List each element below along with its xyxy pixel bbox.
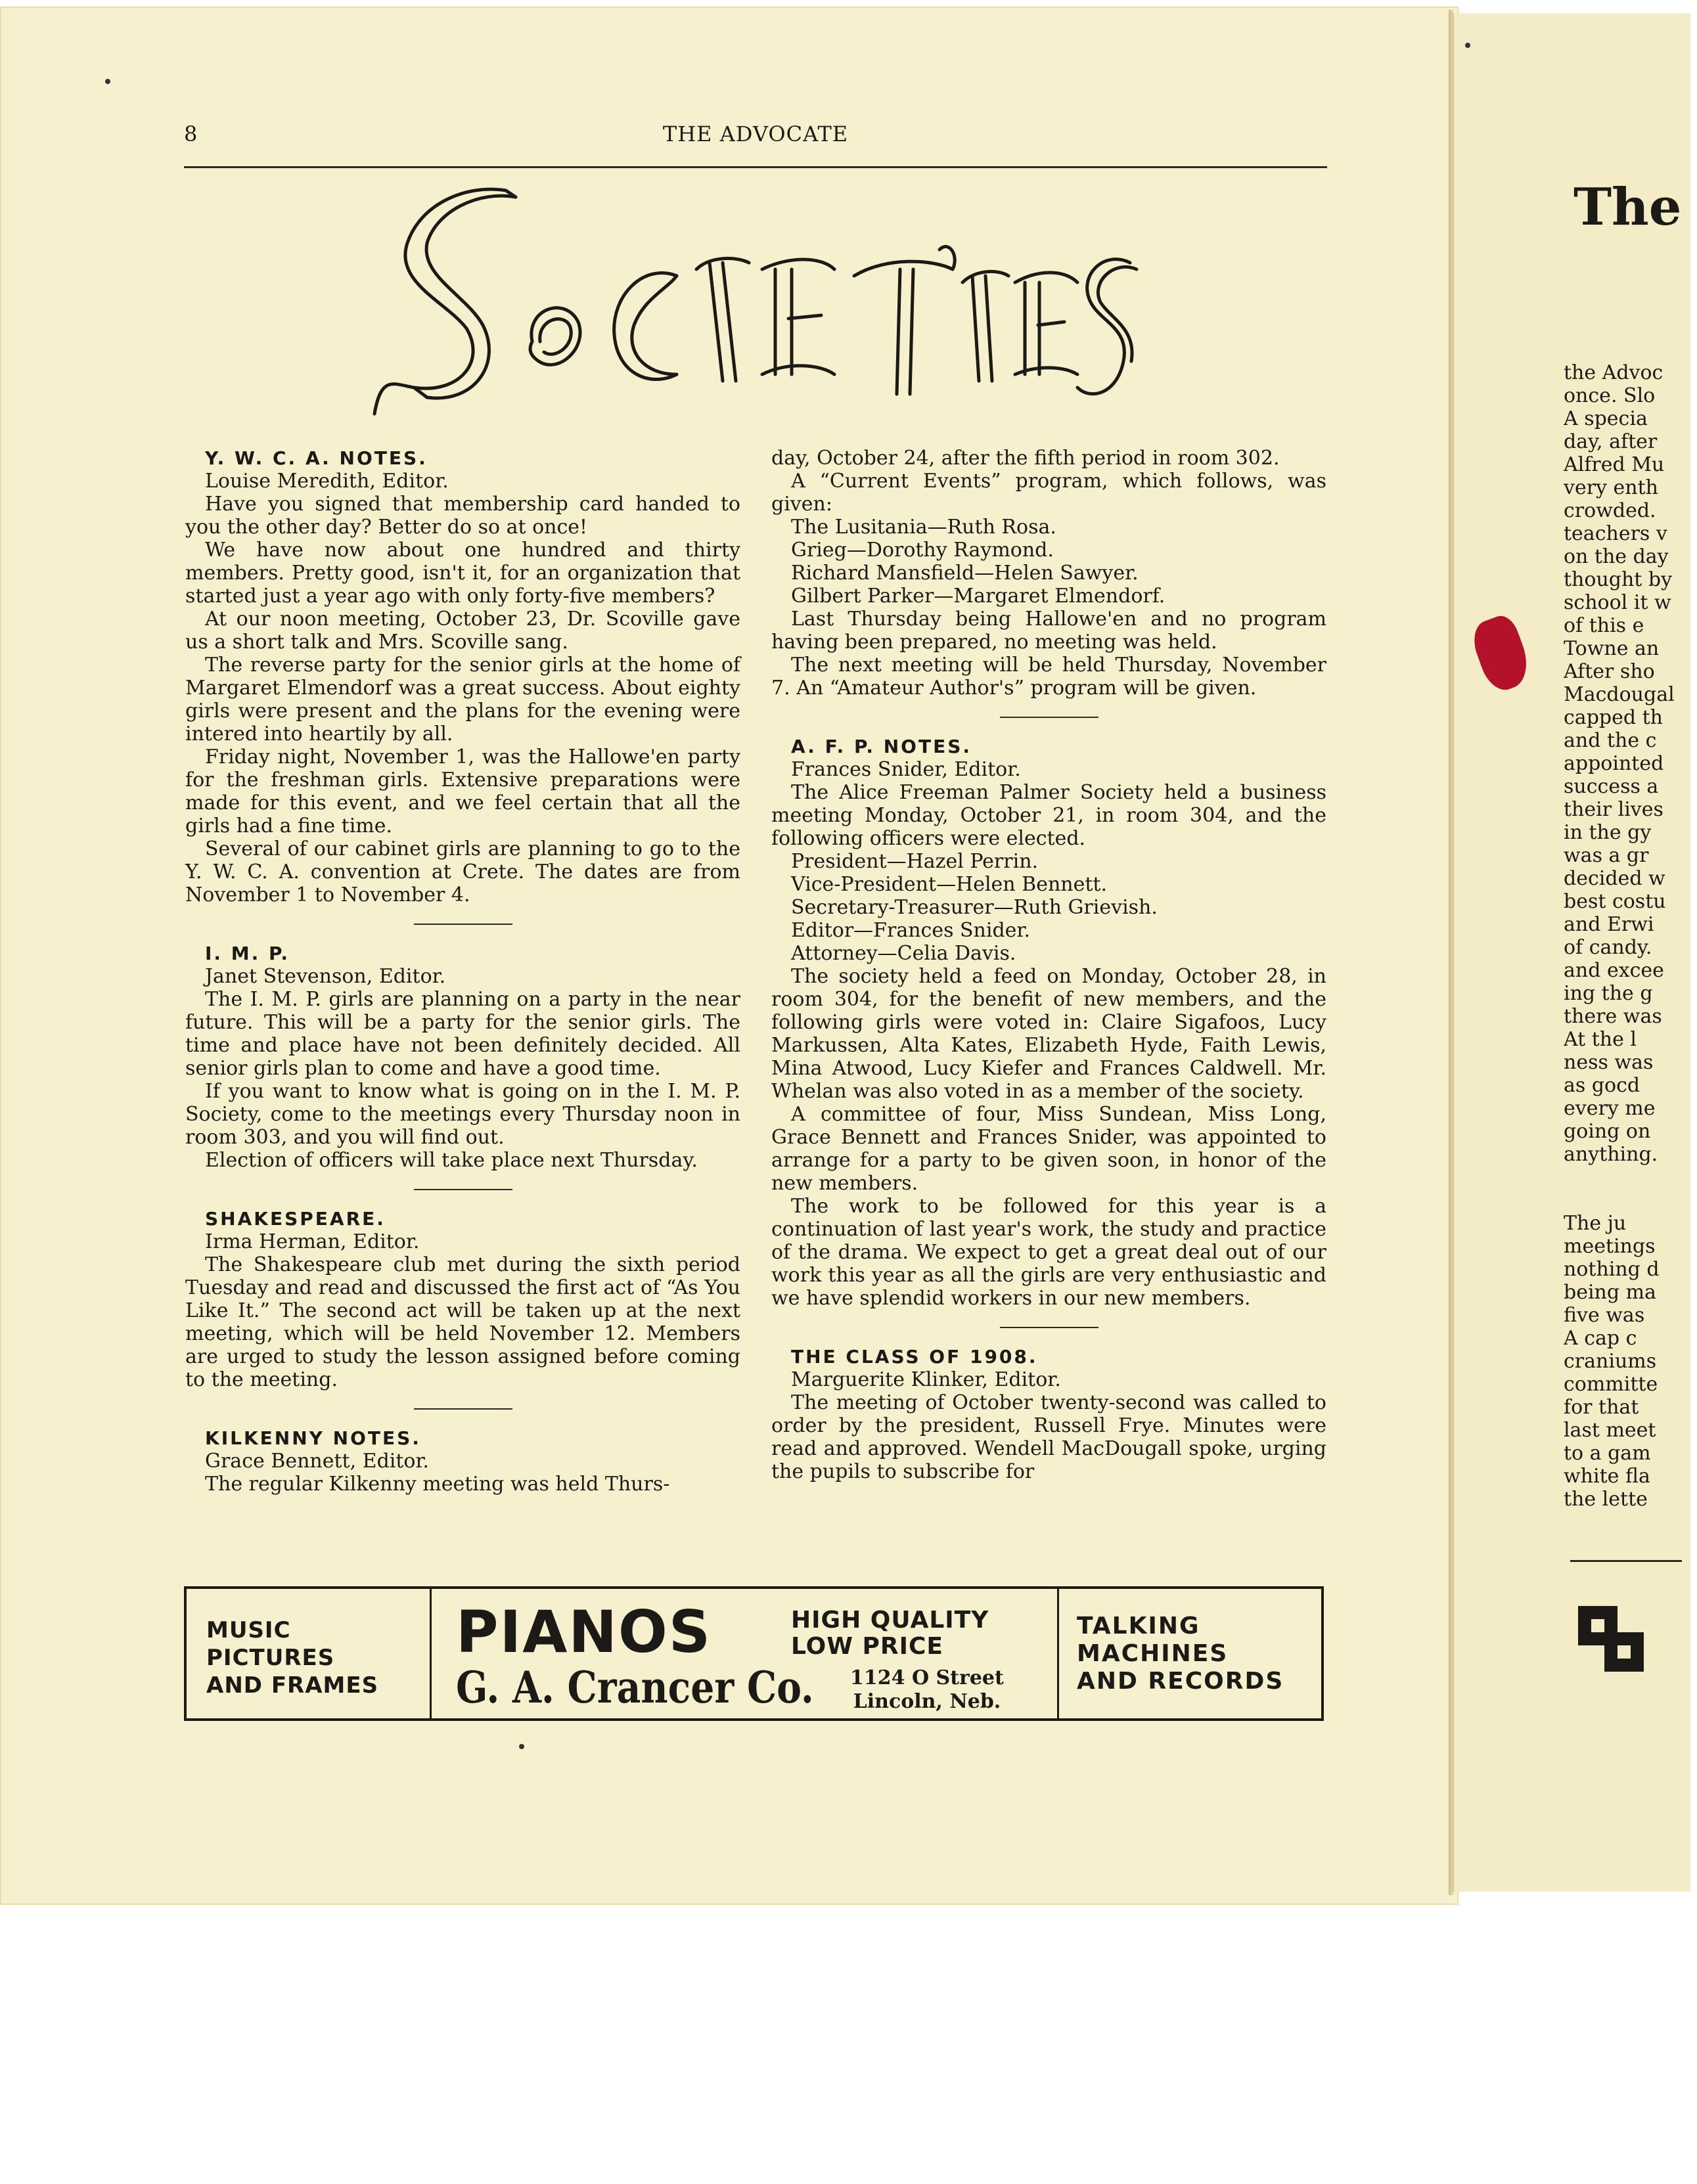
- next-page-line: anything.: [1564, 1143, 1658, 1166]
- ad-address: 1124 O Street Lincoln, Neb.: [850, 1666, 1004, 1713]
- imp-paragraph: Election of officers will take place next Thursday.: [205, 1149, 698, 1172]
- societies-title-art: [368, 177, 1143, 427]
- next-page-line: A specia: [1564, 407, 1648, 430]
- next-page-title: The: [1573, 177, 1682, 237]
- ywca-paragraph: Have you signed that membership card handed to you the other day? Better do so at once!: [185, 493, 740, 539]
- kilkenny-paragraph: Last Thursday being Hallowe'en and no program having been prepared, no meeting was held.: [771, 608, 1326, 654]
- kilkenny-paragraph: The regular Kilkenny meeting was held Thurs-: [205, 1473, 670, 1496]
- kilkenny-continued: day, October 24, after the fifth period in room 302.: [771, 447, 1280, 470]
- section-divider: [414, 924, 512, 925]
- next-page-line: their lives: [1564, 798, 1663, 821]
- left-column: [185, 447, 740, 1496]
- shakespeare-editor: Irma Herman, Editor.: [205, 1230, 420, 1253]
- running-title: THE ADVOCATE: [662, 122, 849, 146]
- next-page-line: At the l: [1564, 1028, 1637, 1051]
- next-page-line: and the c: [1564, 729, 1657, 752]
- shakespeare-heading: SHAKESPEARE.: [205, 1208, 386, 1230]
- next-page-text: [1564, 361, 1682, 1511]
- class1908-editor: Marguerite Klinker, Editor.: [791, 1368, 1061, 1391]
- speck: [1465, 43, 1470, 48]
- next-page-line: [1564, 1166, 1682, 1189]
- next-page-line: crowded.: [1564, 499, 1656, 522]
- speck: [519, 1744, 524, 1749]
- next-page-line: the Advoc: [1564, 361, 1663, 384]
- next-page-line: the lette: [1564, 1488, 1648, 1511]
- officer-item: Attorney—Celia Davis.: [791, 942, 1016, 965]
- next-page-line: last meet: [1564, 1419, 1656, 1442]
- ywca-paragraph: Several of our cabinet girls are planning to go to the Y. W. C. A. convention at Crete. The dates are from November 1 to November 4.: [185, 837, 740, 906]
- ywca-heading: Y. W. C. A. NOTES.: [205, 447, 428, 469]
- program-item: The Lusitania—Ruth Rosa.: [791, 516, 1056, 539]
- ywca-paragraph: At our noon meeting, October 23, Dr. Scoville gave us a short talk and Mrs. Scoville sang.: [185, 608, 740, 654]
- officer-item: Vice-President—Helen Bennett.: [791, 873, 1107, 896]
- next-page-line: appointed: [1564, 752, 1664, 775]
- header-rule: [184, 166, 1327, 168]
- officer-item: Secretary-Treasurer—Ruth Grievish.: [791, 896, 1158, 919]
- section-divider: [1000, 717, 1098, 718]
- next-page-line: ness was: [1564, 1051, 1654, 1074]
- speck: [105, 79, 110, 84]
- next-page-line: The ju: [1564, 1212, 1627, 1235]
- next-page-line: going on: [1564, 1120, 1651, 1143]
- next-page-line: being ma: [1564, 1281, 1656, 1304]
- next-page-line: white fla: [1564, 1465, 1650, 1488]
- next-page-line: five was: [1564, 1304, 1645, 1327]
- next-page-line: there was: [1564, 1005, 1662, 1028]
- next-page-line: capped th: [1564, 706, 1663, 729]
- class1908-heading: THE CLASS OF 1908.: [791, 1346, 1038, 1368]
- page-number: 8: [184, 122, 198, 146]
- next-page-line: A cap c: [1564, 1327, 1637, 1350]
- ywca-paragraph: We have now about one hundred and thirty members. Pretty good, isn't it, for an organization that started just a year ago with only forty-five members?: [185, 539, 740, 608]
- next-page-line: thought by: [1564, 568, 1673, 591]
- next-page-line: best costu: [1564, 890, 1666, 913]
- next-page-line: day, after: [1564, 430, 1658, 453]
- next-page-line: school it w: [1564, 591, 1671, 614]
- page-header: [184, 122, 1327, 148]
- next-page-line: decided w: [1564, 867, 1665, 890]
- imp-paragraph: If you want to know what is going on in the I. M. P. Society, come to the meetings every Thursday noon in room 303, and you will find out.: [185, 1080, 740, 1149]
- next-page-line: After sho: [1564, 660, 1655, 683]
- officer-item: President—Hazel Perrin.: [791, 850, 1039, 873]
- next-page-line: Alfred Mu: [1564, 453, 1665, 476]
- afp-heading: A. F. P. NOTES.: [791, 736, 972, 757]
- next-page-line: ing the g: [1564, 982, 1653, 1005]
- program-item: Grieg—Dorothy Raymond.: [791, 539, 1054, 562]
- next-page-line: in the gy: [1564, 821, 1652, 844]
- ad-pianos: PIANOS: [456, 1598, 712, 1666]
- right-column: [771, 447, 1326, 1483]
- ywca-paragraph: Friday night, November 1, was the Hallowe'en party for the freshman girls. Extensive preparations were made for this event, and we feel certain that all the girls had a fine time.: [185, 746, 740, 837]
- next-page-line: craniums: [1564, 1350, 1657, 1373]
- section-divider: [414, 1189, 512, 1190]
- next-page-rule: [1570, 1560, 1682, 1562]
- afp-editor: Frances Snider, Editor.: [791, 758, 1021, 781]
- next-page-line: on the day: [1564, 545, 1669, 568]
- section-divider: [414, 1408, 512, 1410]
- ywca-editor: Louise Meredith, Editor.: [205, 470, 449, 493]
- next-page-line: and excee: [1564, 959, 1664, 982]
- next-page-line: success a: [1564, 775, 1659, 798]
- next-page-line: of candy.: [1564, 936, 1652, 959]
- next-page-line: [1564, 1189, 1682, 1212]
- shakespeare-paragraph: The Shakespeare club met during the sixth period Tuesday and read and discussed the first act of “As You Like It.” The second act will be taken up at the next meeting, which will be held November 12. Members are urged to study the lesson assigned before coming to the meeting.: [185, 1253, 740, 1391]
- program-item: Richard Mansfield—Helen Sawyer.: [791, 562, 1139, 585]
- emblem-icon: [1572, 1599, 1650, 1678]
- next-page-line: Macdougal: [1564, 683, 1675, 706]
- next-page-line: was a gr: [1564, 844, 1649, 867]
- afp-paragraph: A committee of four, Miss Sundean, Miss Long, Grace Bennett and Frances Snider, was appointed to arrange for a party to be given soon, in honor of the new members.: [771, 1103, 1326, 1195]
- next-page-line: to a gam: [1564, 1442, 1651, 1465]
- societies-lettering: [368, 177, 1143, 427]
- section-divider: [1000, 1327, 1098, 1328]
- next-page-line: for that: [1564, 1396, 1639, 1419]
- next-page-line: Towne an: [1564, 637, 1660, 660]
- next-page-line: and Erwi: [1564, 913, 1654, 936]
- next-page-line: as gocd: [1564, 1074, 1640, 1097]
- class1908-paragraph: The meeting of October twenty-second was called to order by the president, Russell Frye. Minutes were read and approved. Wendell MacDougall spoke, urging the pupils to subscribe for: [771, 1391, 1326, 1483]
- ywca-paragraph: The reverse party for the senior girls at the home of Margaret Elmendorf was a great success. About eighty girls were present and the plans for the evening were intered into heartily by all.: [185, 654, 740, 746]
- next-page-line: meetings: [1564, 1235, 1656, 1258]
- next-page-line: nothing d: [1564, 1258, 1660, 1281]
- ad-talking-machines: TALKING MACHINES AND RECORDS: [1077, 1613, 1284, 1695]
- kilkenny-paragraph: The next meeting will be held Thursday, November 7. An “Amateur Author's” program will be given.: [771, 654, 1326, 700]
- crancer-advertisement: [184, 1586, 1324, 1721]
- next-page-line: very enth: [1564, 476, 1658, 499]
- next-page-line: teachers v: [1564, 522, 1667, 545]
- next-page-line: of this e: [1564, 614, 1644, 637]
- afp-intro: The Alice Freeman Palmer Society held a business meeting Monday, October 21, in room 304, and the following officers were elected.: [771, 781, 1326, 850]
- kilkenny-heading: KILKENNY NOTES.: [205, 1427, 421, 1449]
- afp-paragraph: The work to be followed for this year is a continuation of last year's work, the study and practice of the drama. We expect to get a great deal out of our work this year as all the girls are very enthusiastic and we have splendid workers in our new members.: [771, 1195, 1326, 1310]
- ad-company-name: G. A. Crancer Co.: [456, 1662, 814, 1713]
- ad-quality: HIGH QUALITY LOW PRICE: [791, 1607, 989, 1660]
- imp-editor: Janet Stevenson, Editor.: [205, 965, 446, 988]
- next-page-line: committe: [1564, 1373, 1658, 1396]
- kilkenny-editor: Grace Bennett, Editor.: [205, 1450, 430, 1473]
- kilkenny-paragraph: A “Current Events” program, which follows, was given:: [771, 470, 1326, 516]
- afp-paragraph: The society held a feed on Monday, October 28, in room 304, for the benefit of new members, and the following girls were voted in: Claire Sigafoos, Lucy Markussen, Alta Kates, Elizabeth Hyde, Faith Lewis, Mina Atwood, Lucy Kiefer and Frances Caldwell. Mr. Whelan was also voted in as a member of the society.: [771, 965, 1326, 1103]
- officer-item: Editor—Frances Snider.: [791, 919, 1031, 942]
- program-item: Gilbert Parker—Margaret Elmendorf.: [791, 585, 1165, 608]
- imp-paragraph: The I. M. P. girls are planning on a party in the near future. This will be a party for the senior girls. The time and place have not been definitely decided. All senior girls plan to come and have a good time.: [185, 988, 740, 1080]
- imp-heading: I. M. P.: [205, 943, 290, 964]
- ad-music-text: MUSIC PICTURES AND FRAMES: [206, 1617, 379, 1699]
- next-page-line: every me: [1564, 1097, 1656, 1120]
- next-page-line: once. Slo: [1564, 384, 1656, 407]
